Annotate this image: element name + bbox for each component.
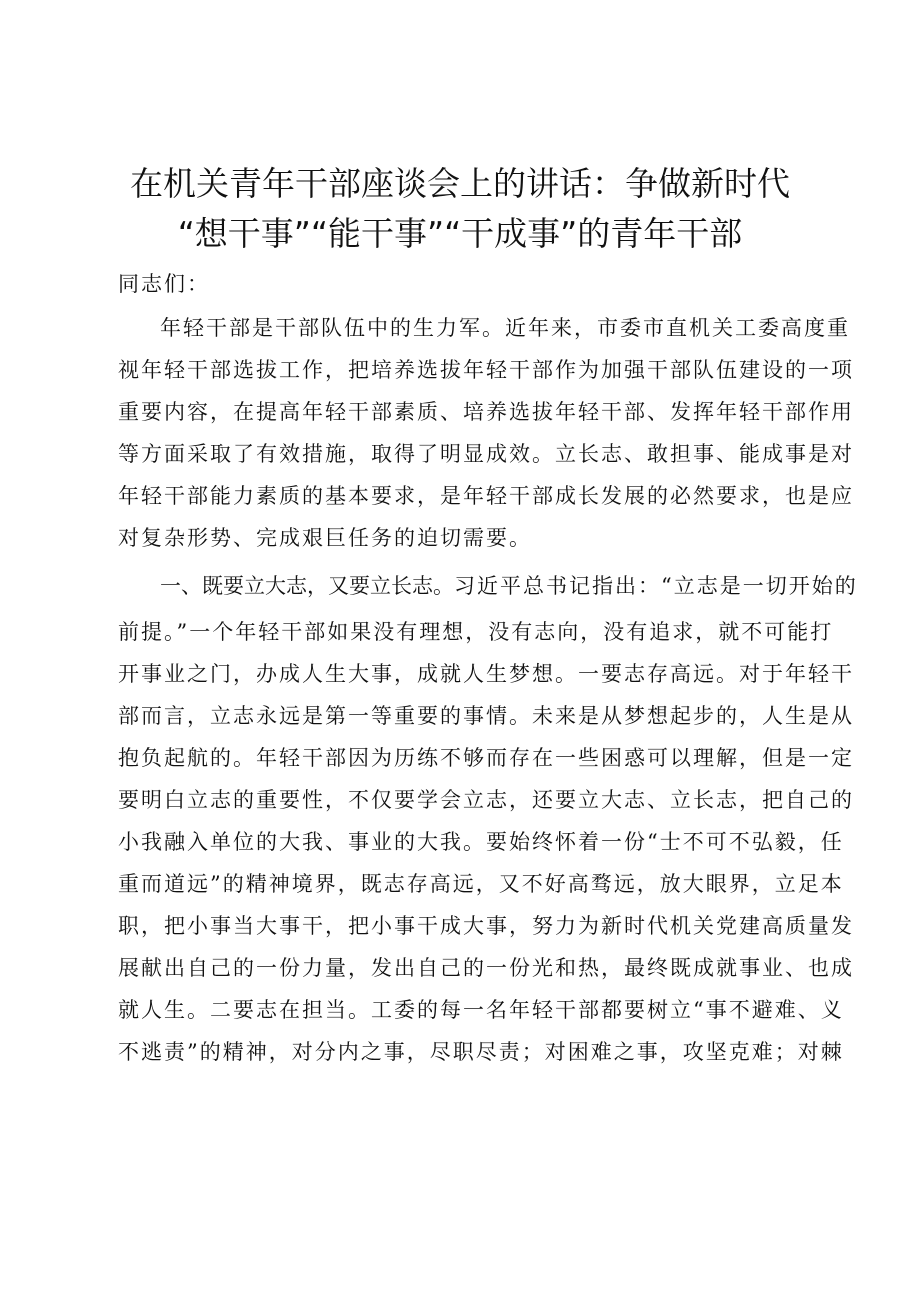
paragraph-2-line: 小我融入单位的大我、事业的大我。要始终怀着一份“士不可不弘毅，任 <box>118 830 844 854</box>
paragraph-2-line: 要明白立志的重要性，不仅要学会立志，还要立大志、立长志，把自己的 <box>118 788 854 812</box>
paragraph-1-line: 年轻干部是干部队伍中的生力军。近年来，市委市直机关工委高度重 <box>160 316 850 340</box>
paragraph-2-line: 展献出自己的一份力量，发出自己的一份光和热，最终既成就事业、也成 <box>118 956 854 980</box>
paragraph-1-line: 视年轻干部选拔工作，把培养选拔年轻干部作为加强干部队伍建设的一项 <box>118 358 854 382</box>
paragraph-1-line: 年轻干部能力素质的基本要求，是年轻干部成长发展的必然要求，也是应 <box>118 484 854 508</box>
paragraph-2-line: 就人生。二要志在担当。工委的每一名年轻干部都要树立“事不避难、义 <box>118 998 844 1022</box>
paragraph-2-first-line-text: 习近平总书记指出：“立志是一切开始的 <box>454 574 858 598</box>
paragraph-1-line: 对复杂形势、完成艰巨任务的迫切需要。 <box>118 526 532 550</box>
paragraph-2-line: 部而言，立志永远是第一等重要的事情。未来是从梦想起步的，人生是从 <box>118 704 854 728</box>
salutation: 同志们： <box>118 272 210 296</box>
paragraph-2-line: 职，把小事当大事干，把小事干成大事，努力为新时代机关党建高质量发 <box>118 914 854 938</box>
paragraph-2-line: 前提。”一个年轻干部如果没有理想，没有志向，没有追求，就不可能打 <box>118 620 834 644</box>
document-title-line-2: “想干事”“能干事”“干成事”的青年干部 <box>177 214 743 253</box>
section-heading-1: 一、既要立大志，又要立长志。 <box>160 574 454 598</box>
document-title-line-1: 在机关青年干部座谈会上的讲话：争做新时代 <box>130 164 790 203</box>
paragraph-2-line: 抱负起航的。年轻干部因为历练不够而存在一些困惑可以理解，但是一定 <box>118 746 854 770</box>
paragraph-1-line: 等方面采取了有效措施，取得了明显成效。立长志、敢担事、能成事是对 <box>118 442 854 466</box>
paragraph-2-first-line <box>160 572 858 600</box>
paragraph-1-line: 重要内容，在提高年轻干部素质、培养选拔年轻干部、发挥年轻干部作用 <box>118 400 854 424</box>
paragraph-2-line: 重而道远”的精神境界，既志存高远，又不好高骛远，放大眼界，立足本 <box>118 872 844 896</box>
paragraph-2-line: 开事业之门，办成人生大事，成就人生梦想。一要志存高远。对于年轻干 <box>118 662 854 686</box>
paragraph-2-line: 不逃责”的精神，对分内之事，尽职尽责；对困难之事，攻坚克难；对棘 <box>118 1040 844 1064</box>
